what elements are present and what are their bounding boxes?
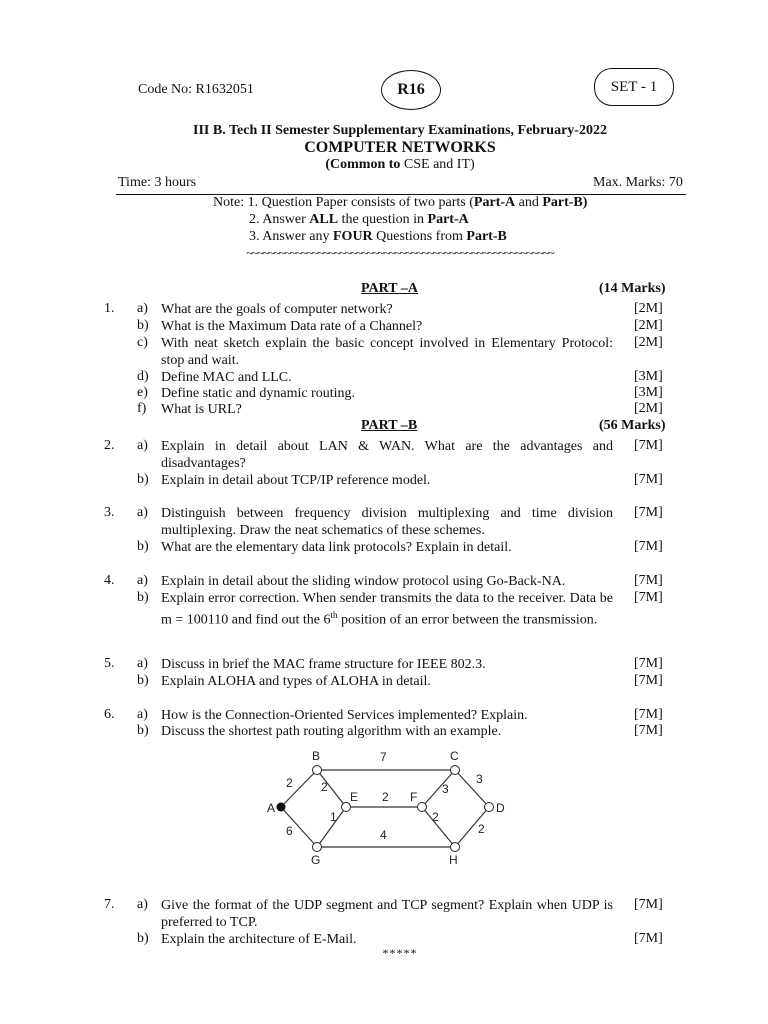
end-stars: ***** — [382, 946, 418, 960]
weight-eg: 1 — [330, 810, 337, 824]
node-label-d: D — [496, 801, 505, 815]
max-marks: Max. Marks: 70 — [593, 175, 683, 190]
item-label: b) — [137, 673, 149, 688]
question-text: Explain ALOHA and types of ALOHA in detail. — [161, 674, 431, 689]
note-3: 3. Answer any FOUR Questions from Part-B — [249, 229, 507, 244]
item-label: e) — [137, 385, 148, 400]
item-marks: [7M] — [634, 673, 663, 688]
item-label: a) — [137, 301, 148, 316]
question-text: Explain in detail about TCP/IP reference model. — [161, 473, 431, 488]
item-marks: [7M] — [634, 472, 663, 487]
weight-ag: 6 — [286, 824, 293, 838]
note-2: 2. Answer ALL the question in Part-A — [249, 212, 469, 227]
regulation-badge: R16 — [381, 70, 441, 110]
item-label: b) — [137, 590, 149, 605]
item-marks: [7M] — [634, 931, 663, 946]
node-label-g: G — [311, 853, 321, 867]
item-label: b) — [137, 931, 149, 946]
node-label-c: C — [450, 749, 459, 763]
node-b — [313, 766, 322, 775]
question-text: What are the goals of computer network? — [161, 302, 393, 317]
weight-ab: 2 — [286, 776, 293, 790]
item-marks: [2M] — [634, 301, 663, 316]
item-label: c) — [137, 335, 148, 350]
weight-cf: 3 — [442, 782, 449, 796]
common-suffix: CSE and IT) — [400, 157, 475, 172]
question-text: What are the elementary data link protocols? Explain in detail. — [161, 540, 512, 555]
item-marks: [3M] — [634, 369, 663, 384]
item-label: a) — [137, 438, 148, 453]
question-text: With neat sketch explain the basic concept involved in Elementary Protocol: stop and wait. — [161, 336, 613, 368]
weight-dh: 2 — [478, 822, 485, 836]
item-marks: [7M] — [634, 438, 663, 453]
question-text: Explain in detail about the sliding window protocol using Go-Back-NA. — [161, 574, 566, 589]
node-label-e: E — [350, 790, 359, 804]
node-c — [451, 766, 460, 775]
common-prefix: (Common to — [325, 157, 401, 172]
question-text: Discuss the shortest path routing algorithm with an example. — [161, 724, 502, 739]
part-a-marks: (14 Marks) — [599, 281, 666, 296]
routing-graph-diagram — [258, 745, 528, 870]
item-label: b) — [137, 539, 149, 554]
question-text: Give the format of the UDP segment and TCP segment? Explain when UDP is preferred to TCP. — [161, 898, 613, 930]
item-label: a) — [137, 573, 148, 588]
item-marks: [2M] — [634, 318, 663, 333]
node-label-b: B — [312, 749, 321, 763]
part-a-title: PART –A — [361, 281, 418, 296]
question-text: Explain in detail about LAN & WAN. What are the advantages and disadvantages? — [161, 439, 613, 471]
node-a — [277, 803, 286, 812]
question-text: Explain the architecture of E-Mail. — [161, 932, 357, 947]
item-marks: [7M] — [634, 723, 663, 738]
subject-title: COMPUTER NETWORKS — [304, 139, 496, 156]
question-text: Explain error correction. When sender transmits the data to the receiver. Data be m = 100110 and find out the 6th position of an error between the transmission. — [161, 591, 613, 628]
weight-gh: 4 — [380, 828, 387, 842]
set-badge: SET - 1 — [594, 68, 674, 106]
weight-be: 2 — [321, 780, 328, 794]
edge-cf — [422, 770, 455, 807]
code-number: Code No: R1632051 — [138, 82, 254, 97]
item-label: d) — [137, 369, 149, 384]
edge-weights — [286, 750, 485, 842]
item-label: a) — [137, 897, 148, 912]
weight-fh: 2 — [432, 810, 439, 824]
common-to — [0, 157, 768, 173]
question-number: 1. — [104, 301, 115, 316]
item-marks: [2M] — [634, 401, 663, 416]
weight-cd: 3 — [476, 772, 483, 786]
question-number: 2. — [104, 438, 115, 453]
tilde-divider: ~~~~~~~~~~~~~~~~~~~~~~~~~~~~~~~~~~~~~~~~~~~~~~~~~~~~~~~~ — [246, 246, 554, 260]
item-label: a) — [137, 656, 148, 671]
question-text: Define MAC and LLC. — [161, 370, 292, 385]
item-label: a) — [137, 707, 148, 722]
edge-cd — [455, 770, 489, 807]
item-marks: [7M] — [634, 656, 663, 671]
question-number: 7. — [104, 897, 115, 912]
question-text: What is the Maximum Data rate of a Channel? — [161, 319, 423, 334]
node-g — [313, 843, 322, 852]
question-text: What is URL? — [161, 402, 242, 417]
item-marks: [3M] — [634, 385, 663, 400]
question-text: Define static and dynamic routing. — [161, 386, 355, 401]
question-text: Discuss in brief the MAC frame structure for IEEE 802.3. — [161, 657, 486, 672]
part-b-marks: (56 Marks) — [599, 418, 666, 433]
item-marks: [7M] — [634, 505, 663, 520]
item-marks: [7M] — [634, 590, 663, 605]
node-labels — [267, 749, 505, 867]
question-number: 3. — [104, 505, 115, 520]
item-marks: [7M] — [634, 539, 663, 554]
part-b-title: PART –B — [361, 418, 418, 433]
question-number: 4. — [104, 573, 115, 588]
node-f — [418, 803, 427, 812]
question-number: 6. — [104, 707, 115, 722]
node-h — [451, 843, 460, 852]
item-label: b) — [137, 472, 149, 487]
node-label-h: H — [449, 853, 458, 867]
item-marks: [7M] — [634, 897, 663, 912]
item-label: b) — [137, 723, 149, 738]
weight-bc: 7 — [380, 750, 387, 764]
question-text: Distinguish between frequency division multiplexing and time division multiplexing. Draw the neat schematics of these schemes. — [161, 506, 613, 538]
question-text: How is the Connection-Oriented Services implemented? Explain. — [161, 708, 528, 723]
weight-ef: 2 — [382, 790, 389, 804]
item-label: a) — [137, 505, 148, 520]
item-label: b) — [137, 318, 149, 333]
node-label-a: A — [267, 801, 276, 815]
item-marks: [2M] — [634, 335, 663, 350]
question-number: 5. — [104, 656, 115, 671]
time-duration: Time: 3 hours — [118, 175, 197, 190]
node-d — [485, 803, 494, 812]
node-label-f: F — [410, 790, 418, 804]
exam-title: III B. Tech II Semester Supplementary Examinations, February-2022 — [193, 123, 607, 138]
item-marks: [7M] — [634, 573, 663, 588]
item-label: f) — [137, 401, 147, 416]
item-marks: [7M] — [634, 707, 663, 722]
note-1: Note: 1. Question Paper consists of two parts (Part-A and Part-B) — [213, 195, 588, 210]
